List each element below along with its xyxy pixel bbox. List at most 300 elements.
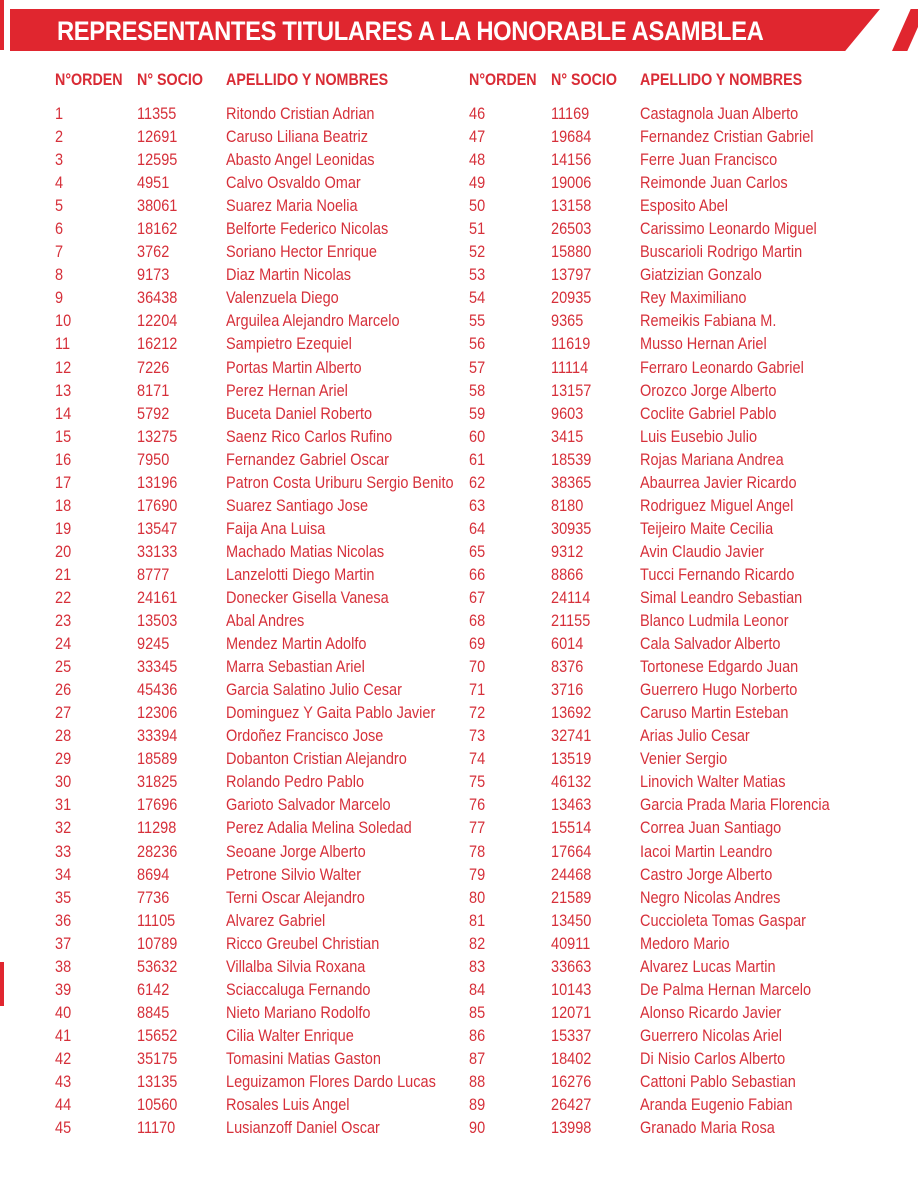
table-row [469, 495, 889, 518]
table-row [55, 426, 475, 449]
orden-cell: 41 [55, 1026, 72, 1045]
nombre-cell: Suarez Santiago Jose [226, 496, 369, 515]
table-row [469, 380, 889, 403]
nombre-cell: Belforte Federico Nicolas [226, 220, 389, 239]
orden-cell: 7 [55, 243, 64, 262]
nombre-cell: Abal Andres [226, 612, 305, 631]
socio-cell: 33133 [137, 542, 178, 561]
table-row [55, 656, 475, 679]
socio-cell: 33345 [137, 658, 178, 677]
nombre-cell: Iacoi Martin Leandro [640, 842, 773, 861]
table-row [55, 264, 475, 287]
socio-cell: 30935 [551, 519, 592, 538]
table-row [55, 679, 475, 702]
orden-cell: 19 [55, 519, 72, 538]
orden-cell: 39 [55, 980, 72, 999]
orden-cell: 13 [55, 381, 72, 400]
socio-cell: 6014 [551, 635, 584, 654]
table-row [55, 725, 475, 748]
socio-cell: 11169 [551, 105, 590, 123]
nombre-cell: Sciaccaluga Fernando [226, 980, 371, 999]
table-row [55, 633, 475, 656]
socio-cell: 6142 [137, 980, 170, 999]
nombre-cell: Ferraro Leonardo Gabriel [640, 358, 804, 377]
socio-cell: 26427 [551, 1096, 592, 1115]
socio-cell: 24468 [551, 865, 592, 884]
nombre-cell: Fernandez Cristian Gabriel [640, 128, 814, 147]
nombre-cell: Caruso Liliana Beatriz [226, 128, 369, 147]
table-row [469, 287, 889, 310]
table-row [55, 910, 475, 933]
corner-stripe [892, 9, 918, 51]
table-row [55, 610, 475, 633]
table-row [55, 449, 475, 472]
orden-cell: 34 [55, 865, 72, 884]
socio-cell: 15652 [137, 1026, 178, 1045]
socio-cell: 35175 [137, 1049, 178, 1068]
nombre-cell: Villalba Silvia Roxana [226, 957, 366, 976]
orden-cell: 30 [55, 773, 72, 792]
table-row [469, 172, 889, 195]
table-row [469, 449, 889, 472]
orden-cell: 5 [55, 197, 64, 216]
table-row [469, 656, 889, 679]
nombre-cell: Dominguez Y Gaita Pablo Javier [226, 704, 436, 723]
socio-cell: 46132 [551, 773, 592, 792]
nombre-cell: Correa Juan Santiago [640, 819, 782, 838]
orden-cell: 51 [469, 220, 486, 239]
orden-cell: 18 [55, 496, 72, 515]
table-row [55, 1071, 475, 1094]
table-row [55, 218, 475, 241]
table-row [55, 864, 475, 887]
table-row [55, 702, 475, 725]
nombre-cell: Linovich Walter Matias [640, 773, 786, 792]
orden-cell: 66 [469, 565, 486, 584]
nombre-cell: Luis Eusebio Julio [640, 427, 758, 446]
orden-cell: 21 [55, 565, 72, 584]
orden-cell: 61 [469, 450, 486, 469]
table-row [55, 794, 475, 817]
table-row [469, 241, 889, 264]
socio-cell: 19684 [551, 128, 592, 147]
table-row [469, 264, 889, 287]
table-row [55, 1025, 475, 1048]
nombre-cell: Alvarez Lucas Martin [640, 957, 776, 976]
nombre-cell: Garcia Salatino Julio Cesar [226, 681, 402, 700]
table-row [469, 610, 889, 633]
socio-cell: 11355 [137, 105, 177, 123]
left-accent-bar-lower [0, 962, 4, 1006]
socio-cell: 13998 [551, 1119, 592, 1138]
table-row [469, 218, 889, 241]
socio-cell: 10143 [551, 980, 592, 999]
orden-cell: 58 [469, 381, 486, 400]
nombre-cell: Medoro Mario [640, 934, 730, 953]
nombre-cell: Teijeiro Maite Cecilia [640, 519, 774, 538]
socio-cell: 11298 [137, 819, 177, 838]
table-row [469, 679, 889, 702]
socio-cell: 33663 [551, 957, 592, 976]
nombre-cell: Valenzuela Diego [226, 289, 339, 308]
orden-cell: 71 [469, 681, 486, 700]
nombre-cell: Terni Oscar Alejandro [226, 888, 365, 907]
socio-cell: 36438 [137, 289, 178, 308]
orden-cell: 72 [469, 704, 486, 723]
orden-cell: 14 [55, 404, 72, 423]
socio-cell: 12691 [137, 128, 178, 147]
table-row [55, 841, 475, 864]
socio-cell: 18539 [551, 450, 592, 469]
socio-cell: 13692 [551, 704, 592, 723]
socio-cell: 12595 [137, 151, 178, 170]
table-row [469, 725, 889, 748]
nombre-cell: Granado Maria Rosa [640, 1119, 775, 1138]
orden-cell: 89 [469, 1096, 486, 1115]
nombre-cell: Saenz Rico Carlos Rufino [226, 427, 393, 446]
socio-cell: 17664 [551, 842, 592, 861]
nombre-cell: Ricco Greubel Christian [226, 934, 380, 953]
table-row [55, 518, 475, 541]
orden-cell: 56 [469, 335, 486, 354]
orden-cell: 28 [55, 727, 72, 746]
socio-cell: 12071 [551, 1003, 592, 1022]
nombre-cell: Perez Adalia Melina Soledad [226, 819, 412, 838]
table-row [55, 887, 475, 910]
orden-cell: 65 [469, 542, 486, 561]
table-row [469, 1094, 889, 1117]
table-row [469, 103, 889, 126]
table-row [55, 1002, 475, 1025]
nombre-cell: Garioto Salvador Marcelo [226, 796, 391, 815]
socio-cell: 13196 [137, 473, 178, 492]
nombre-cell: Mendez Martin Adolfo [226, 635, 367, 654]
orden-cell: 46 [469, 105, 486, 123]
socio-cell: 40911 [551, 934, 591, 953]
table-row [469, 426, 889, 449]
table-row [469, 518, 889, 541]
nombre-cell: Di Nisio Carlos Alberto [640, 1049, 786, 1068]
socio-cell: 19006 [551, 174, 592, 193]
socio-cell: 9603 [551, 404, 584, 423]
orden-cell: 6 [55, 220, 64, 239]
orden-cell: 67 [469, 588, 486, 607]
header-nombre: APELLIDO Y NOMBRES [640, 70, 803, 89]
table-row [469, 1117, 889, 1140]
table-row [55, 357, 475, 380]
table-header [55, 66, 475, 98]
socio-cell: 13519 [551, 750, 592, 769]
orden-cell: 63 [469, 496, 486, 515]
nombre-cell: Castagnola Juan Alberto [640, 105, 799, 123]
orden-cell: 22 [55, 588, 72, 607]
orden-cell: 3 [55, 151, 64, 170]
orden-cell: 20 [55, 542, 72, 561]
nombre-cell: Avin Claudio Javier [640, 542, 765, 561]
table-row [469, 1048, 889, 1071]
table-row [469, 1025, 889, 1048]
nombre-cell: Abasto Angel Leonidas [226, 151, 375, 170]
socio-cell: 14156 [551, 151, 592, 170]
table-row [55, 380, 475, 403]
socio-cell: 12306 [137, 704, 178, 723]
table-row [55, 333, 475, 356]
table-body-right [469, 98, 889, 1140]
header-orden: N°ORDEN [55, 70, 123, 89]
nombre-cell: Blanco Ludmila Leonor [640, 612, 789, 631]
orden-cell: 85 [469, 1003, 486, 1022]
table-row [55, 817, 475, 840]
socio-cell: 26503 [551, 220, 592, 239]
table-row [469, 564, 889, 587]
orden-cell: 80 [469, 888, 486, 907]
nombre-cell: Alonso Ricardo Javier [640, 1003, 782, 1022]
socio-cell: 21589 [551, 888, 592, 907]
socio-cell: 8694 [137, 865, 170, 884]
nombre-cell: Esposito Abel [640, 197, 728, 216]
orden-cell: 47 [469, 128, 486, 147]
orden-cell: 37 [55, 934, 72, 953]
socio-cell: 8171 [137, 381, 170, 400]
orden-cell: 82 [469, 934, 486, 953]
socio-cell: 16276 [551, 1072, 592, 1091]
socio-cell: 13275 [137, 427, 178, 446]
table-row [55, 126, 475, 149]
table-row [469, 979, 889, 1002]
nombre-cell: Ferre Juan Francisco [640, 151, 778, 170]
nombre-cell: Soriano Hector Enrique [226, 243, 377, 262]
nombre-cell: Sampietro Ezequiel [226, 335, 352, 354]
table-row [469, 794, 889, 817]
socio-cell: 13463 [551, 796, 592, 815]
table-row [55, 771, 475, 794]
nombre-cell: Rodriguez Miguel Angel [640, 496, 794, 515]
nombre-cell: Coclite Gabriel Pablo [640, 404, 777, 423]
table-row [469, 910, 889, 933]
orden-cell: 73 [469, 727, 486, 746]
nombre-cell: Cala Salvador Alberto [640, 635, 781, 654]
orden-cell: 9 [55, 289, 64, 308]
socio-cell: 3716 [551, 681, 584, 700]
orden-cell: 25 [55, 658, 72, 677]
table-row [469, 310, 889, 333]
header-nombre: APELLIDO Y NOMBRES [226, 70, 389, 89]
nombre-cell: Donecker Gisella Vanesa [226, 588, 389, 607]
socio-cell: 18402 [551, 1049, 592, 1068]
table-row [55, 956, 475, 979]
socio-cell: 31825 [137, 773, 178, 792]
socio-cell: 24114 [551, 588, 591, 607]
table-row [55, 149, 475, 172]
orden-cell: 15 [55, 427, 72, 446]
orden-cell: 29 [55, 750, 72, 769]
socio-cell: 13547 [137, 519, 178, 538]
table-row [469, 403, 889, 426]
nombre-cell: Reimonde Juan Carlos [640, 174, 788, 193]
socio-cell: 15337 [551, 1026, 592, 1045]
table-row [469, 956, 889, 979]
nombre-cell: Alvarez Gabriel [226, 911, 326, 930]
nombre-cell: Venier Sergio [640, 750, 728, 769]
orden-cell: 49 [469, 174, 486, 193]
socio-cell: 11114 [551, 358, 589, 377]
orden-cell: 78 [469, 842, 486, 861]
nombre-cell: Guerrero Hugo Norberto [640, 681, 798, 700]
socio-cell: 5792 [137, 404, 170, 423]
nombre-cell: Remeikis Fabiana M. [640, 312, 777, 331]
table-row [469, 333, 889, 356]
orden-cell: 79 [469, 865, 486, 884]
orden-cell: 33 [55, 842, 72, 861]
socio-cell: 7950 [137, 450, 170, 469]
nombre-cell: Ordoñez Francisco Jose [226, 727, 384, 746]
table-row [55, 979, 475, 1002]
socio-cell: 3415 [551, 427, 584, 446]
representatives-table-left [55, 66, 475, 1140]
socio-cell: 12204 [137, 312, 178, 331]
socio-cell: 8777 [137, 565, 170, 584]
socio-cell: 17696 [137, 796, 178, 815]
nombre-cell: Caruso Martin Esteban [640, 704, 789, 723]
header-socio: N° SOCIO [137, 70, 204, 89]
table-row [55, 748, 475, 771]
orden-cell: 54 [469, 289, 486, 308]
table-row [469, 817, 889, 840]
table-row [469, 702, 889, 725]
table-row [469, 748, 889, 771]
nombre-cell: Patron Costa Uriburu Sergio Benito [226, 473, 454, 492]
nombre-cell: Machado Matias Nicolas [226, 542, 385, 561]
socio-cell: 9173 [137, 266, 170, 285]
socio-cell: 8376 [551, 658, 584, 677]
orden-cell: 27 [55, 704, 72, 723]
orden-cell: 23 [55, 612, 72, 631]
orden-cell: 10 [55, 312, 72, 331]
nombre-cell: Arias Julio Cesar [640, 727, 750, 746]
table-row [55, 310, 475, 333]
nombre-cell: Suarez Maria Noelia [226, 197, 358, 216]
socio-cell: 13135 [137, 1072, 178, 1091]
orden-cell: 35 [55, 888, 72, 907]
table-row [55, 472, 475, 495]
orden-cell: 31 [55, 796, 72, 815]
nombre-cell: Rojas Mariana Andrea [640, 450, 784, 469]
socio-cell: 11619 [551, 335, 591, 354]
table-row [469, 541, 889, 564]
nombre-cell: Perez Hernan Ariel [226, 381, 348, 400]
table-row [469, 887, 889, 910]
socio-cell: 33394 [137, 727, 178, 746]
header-socio: N° SOCIO [551, 70, 618, 89]
orden-cell: 26 [55, 681, 72, 700]
socio-cell: 7736 [137, 888, 170, 907]
table-row [55, 241, 475, 264]
orden-cell: 81 [469, 911, 486, 930]
orden-cell: 48 [469, 151, 486, 170]
table-row [55, 287, 475, 310]
table-row [469, 633, 889, 656]
table-row [469, 1071, 889, 1094]
orden-cell: 36 [55, 911, 72, 930]
orden-cell: 75 [469, 773, 486, 792]
socio-cell: 8845 [137, 1003, 170, 1022]
nombre-cell: Tucci Fernando Ricardo [640, 565, 795, 584]
orden-cell: 69 [469, 635, 486, 654]
socio-cell: 18162 [137, 220, 178, 239]
socio-cell: 11105 [137, 911, 176, 930]
nombre-cell: Fernandez Gabriel Oscar [226, 450, 390, 469]
socio-cell: 13157 [551, 381, 592, 400]
table-row [55, 403, 475, 426]
nombre-cell: Rosales Luis Angel [226, 1096, 350, 1115]
orden-cell: 8 [55, 266, 64, 285]
socio-cell: 20935 [551, 289, 592, 308]
socio-cell: 7226 [137, 358, 170, 377]
table-row [469, 587, 889, 610]
orden-cell: 57 [469, 358, 486, 377]
nombre-cell: Tortonese Edgardo Juan [640, 658, 799, 677]
table-row [55, 195, 475, 218]
nombre-cell: Tomasini Matias Gaston [226, 1049, 381, 1068]
orden-cell: 68 [469, 612, 486, 631]
nombre-cell: Lusianzoff Daniel Oscar [226, 1119, 380, 1138]
table-row [469, 933, 889, 956]
nombre-cell: Negro Nicolas Andres [640, 888, 781, 907]
nombre-cell: Faija Ana Luisa [226, 519, 326, 538]
socio-cell: 13503 [137, 612, 178, 631]
nombre-cell: De Palma Hernan Marcelo [640, 980, 812, 999]
socio-cell: 13450 [551, 911, 592, 930]
orden-cell: 17 [55, 473, 72, 492]
orden-cell: 43 [55, 1072, 72, 1091]
socio-cell: 18589 [137, 750, 178, 769]
orden-cell: 32 [55, 819, 72, 838]
orden-cell: 4 [55, 174, 64, 193]
socio-cell: 4951 [137, 174, 170, 193]
nombre-cell: Rolando Pedro Pablo [226, 773, 365, 792]
orden-cell: 77 [469, 819, 486, 838]
table-row [469, 864, 889, 887]
table-row [55, 172, 475, 195]
table-row [469, 1002, 889, 1025]
table-row [469, 841, 889, 864]
orden-cell: 53 [469, 266, 486, 285]
socio-cell: 32741 [551, 727, 592, 746]
nombre-cell: Rey Maximiliano [640, 289, 747, 308]
nombre-cell: Cilia Walter Enrique [226, 1026, 354, 1045]
left-accent-bar [0, 0, 4, 50]
socio-cell: 38061 [137, 197, 178, 216]
orden-cell: 45 [55, 1119, 72, 1138]
orden-cell: 59 [469, 404, 486, 423]
socio-cell: 16212 [137, 335, 178, 354]
nombre-cell: Lanzelotti Diego Martin [226, 565, 375, 584]
socio-cell: 9245 [137, 635, 170, 654]
table-row [55, 1048, 475, 1071]
table-row [55, 541, 475, 564]
orden-cell: 40 [55, 1003, 72, 1022]
nombre-cell: Seoane Jorge Alberto [226, 842, 366, 861]
nombre-cell: Nieto Mariano Rodolfo [226, 1003, 371, 1022]
orden-cell: 64 [469, 519, 486, 538]
header-orden: N°ORDEN [469, 70, 537, 89]
table-row [469, 357, 889, 380]
table-row [55, 495, 475, 518]
socio-cell: 11170 [137, 1119, 176, 1138]
orden-cell: 2 [55, 128, 64, 147]
socio-cell: 45436 [137, 681, 178, 700]
nombre-cell: Buceta Daniel Roberto [226, 404, 373, 423]
